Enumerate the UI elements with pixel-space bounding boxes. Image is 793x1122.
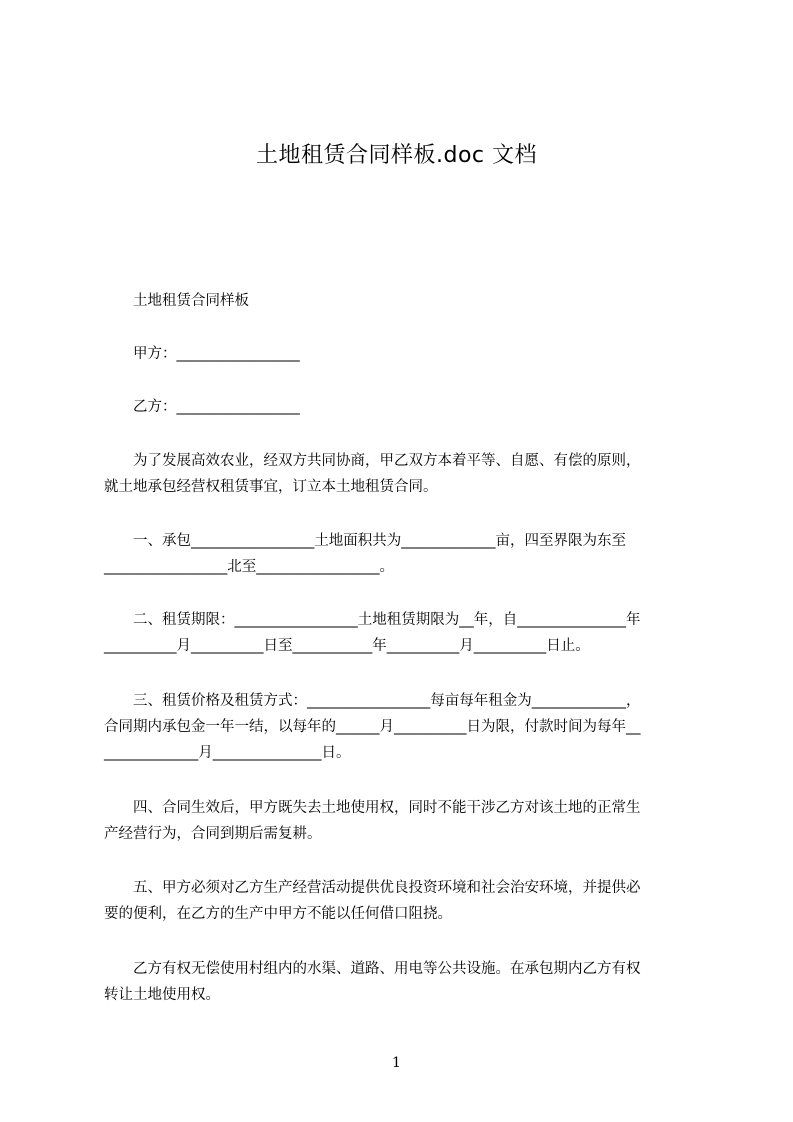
text-line: _________________北至_________________。 — [104, 559, 394, 575]
text-line: 一、承包_________________土地面积共为_____________亩，四至界限为东至 — [104, 533, 626, 549]
page-number: 1 — [392, 1055, 401, 1071]
text-line: 土地租赁合同样板 — [104, 293, 249, 309]
heading-contract-sample — [104, 288, 704, 314]
party-b-line — [104, 394, 704, 420]
party-a-line — [104, 341, 704, 367]
text-line: 乙方：_________________ — [104, 399, 300, 415]
party-b-rights-paragraph — [104, 956, 704, 1008]
text-line: 四、合同生效后，甲方既失去土地使用权，同时不能干涉乙方对该土地的正常生 — [104, 800, 641, 816]
text-line: 要的便利，在乙方的生产中甲方不能以任何借口阻挠。 — [104, 906, 452, 922]
document-title: 土地租赁合同样板.doc 文档 — [255, 143, 537, 168]
text-line: 甲方：_________________ — [104, 346, 300, 362]
clause-2-paragraph — [104, 607, 704, 659]
text-line: 转让土地使用权。 — [104, 987, 220, 1003]
text-line: 就土地承包经营权租赁事宜，订立本土地租赁合同。 — [104, 479, 438, 495]
text-line: 产经营行为，合同到期后需复耕。 — [104, 826, 322, 842]
text-line: 三、租赁价格及租赁方式：_________________每亩每年租金为_____________， — [104, 693, 641, 709]
clause-1-paragraph — [104, 528, 704, 580]
preamble-paragraph — [104, 448, 704, 500]
text-line: 五、甲方必须对乙方生产经营活动提供优良投资环境和社会治安环境，并提供必 — [104, 880, 641, 896]
text-line: 二、租赁期限：_________________土地租赁期限为__年，自_______________年 — [104, 612, 641, 628]
text-line: __________月__________日至___________年__________月__________日止。 — [104, 638, 590, 654]
text-line: _____________月_______________日。 — [104, 745, 351, 761]
clause-5-paragraph — [104, 875, 704, 927]
text-line: 合同期内承包金一年一结，以每年的______月__________日为限，付款时间为每年__ — [104, 719, 641, 735]
text-line: 乙方有权无偿使用村组内的水渠、道路、用电等公共设施。在承包期内乙方有权 — [104, 961, 641, 977]
clause-3-paragraph — [104, 688, 704, 766]
clause-4-paragraph — [104, 795, 704, 847]
text-line: 为了发展高效农业，经双方共同协商，甲乙双方本着平等、自愿、有偿的原则， — [104, 453, 641, 469]
